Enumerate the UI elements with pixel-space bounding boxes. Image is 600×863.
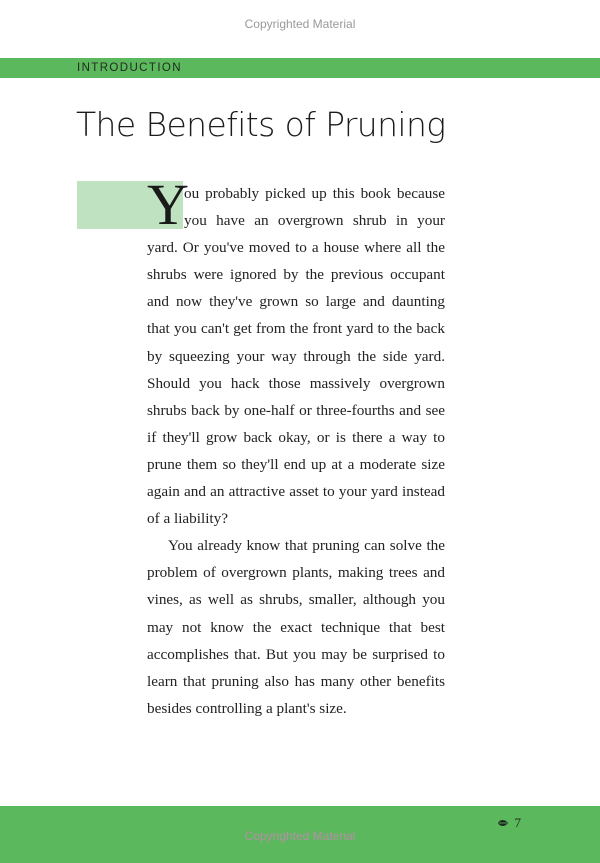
drop-cap-spacer	[147, 180, 184, 230]
chapter-title: The Benefits of Pruning	[76, 105, 446, 144]
paragraph-1	[147, 180, 445, 532]
copyright-watermark-top: Copyrighted Material	[244, 17, 356, 31]
section-label: INTRODUCTION	[77, 62, 182, 74]
section-header-bar	[0, 58, 600, 78]
page-number: 7	[514, 815, 521, 830]
body-text	[147, 180, 445, 722]
copyright-watermark-bottom: Copyrighted Material	[244, 829, 356, 843]
leaf-ornament-icon	[497, 818, 509, 828]
paragraph-1-text: ou probably picked up this book because you have an overgrown shrub in your yard. Or you've moved to a house where all the shrubs were ignored by the previous occupant and now they've grown so large and daunting that you can't get from the front yard to the back by squeezing your way through the side yard. Should you hack those massively overgrown shrubs back by one-half or three-fourths and see if they'll grow back okay, or is there a way to prune them so they'll end up at a moderate size again and an attractive asset to your yard instead of a liability?	[147, 185, 445, 528]
drop-cap-letter: Y	[147, 172, 189, 237]
paragraph-2: You already know that pruning can solve the problem of overgrown plants, making trees and vines, as well as shrubs, smaller, although you may not know the exact technique that best accomplishes that. But you may be surprised to learn that pruning also has many other benefits besides controlling a plant's size.	[147, 537, 445, 717]
